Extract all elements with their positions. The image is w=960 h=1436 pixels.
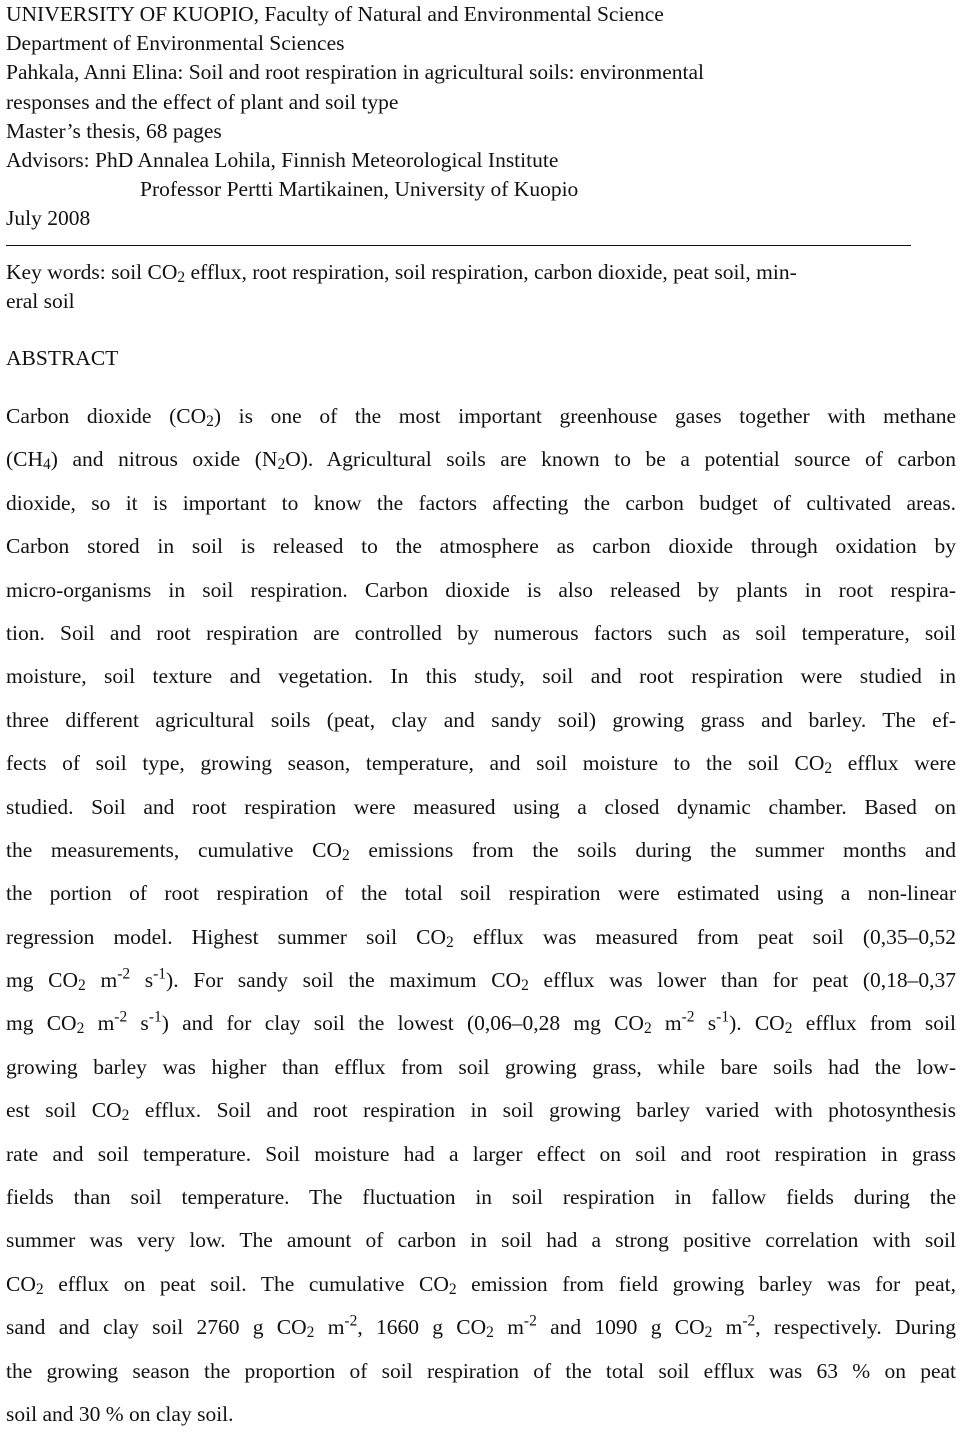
- abstract-text: ). CO: [729, 1011, 785, 1036]
- abstract-text: ). For sandy soil the maximum CO: [166, 968, 522, 993]
- advisor-1: PhD Annalea Lohila, Finnish Meteorological Institute: [95, 147, 559, 172]
- keywords: [6, 258, 956, 316]
- abstract-line: [6, 1393, 956, 1436]
- abstract-text: m: [84, 1011, 115, 1036]
- abstract-text: m: [712, 1315, 743, 1340]
- subscript: 2: [784, 1020, 793, 1038]
- abstract-text: dioxide, so it is important to know the factors affecting the carbon budget of cultivated areas.: [6, 490, 956, 515]
- abstract-line: [6, 742, 956, 785]
- abstract-text: CO: [6, 1271, 36, 1296]
- abstract-text: efflux were: [832, 751, 957, 776]
- subscript: 2: [446, 933, 454, 951]
- subscript: 2: [704, 1324, 713, 1342]
- date: July 2008: [6, 206, 91, 231]
- superscript: -1: [153, 965, 167, 983]
- abstract-text: emission from field growing barley was for peat,: [456, 1271, 956, 1296]
- keywords-line-2: eral soil: [6, 289, 75, 313]
- abstract-text: , 1660 g CO: [357, 1315, 487, 1340]
- thesis-title-line-2: responses and the effect of plant and soil type: [6, 89, 399, 114]
- abstract-line: [6, 482, 956, 525]
- separator-rule: [6, 245, 911, 246]
- abstract-text: s: [694, 1011, 717, 1036]
- abstract-line: [6, 872, 956, 915]
- abstract-line: [6, 1219, 956, 1262]
- subscript: 2: [76, 1020, 85, 1038]
- subscript: 2: [448, 1280, 457, 1298]
- abstract-text: m: [651, 1011, 682, 1036]
- abstract-text: growing barley was higher than efflux from soil growing grass, while bare soils had the low-: [6, 1054, 956, 1079]
- abstract-text: rate and soil temperature. Soil moisture had a larger effect on soil and root respiration in grass: [6, 1141, 956, 1166]
- abstract-line: [6, 612, 956, 655]
- abstract-text: regression model. Highest summer soil CO: [6, 924, 447, 949]
- subscript: 2: [342, 847, 350, 864]
- abstract-line: [6, 1176, 956, 1219]
- abstract-text: soil and 30 % on clay soil.: [6, 1401, 234, 1426]
- subscript: 2: [121, 1107, 130, 1125]
- abstract-text: mg CO: [6, 1011, 77, 1036]
- abstract-text: , respectively. During: [755, 1315, 956, 1340]
- superscript: -2: [117, 965, 131, 983]
- abstract-line: [6, 525, 956, 568]
- subscript: 2: [206, 413, 214, 431]
- abstract-line: [6, 786, 956, 829]
- subscript: 2: [35, 1280, 44, 1298]
- keywords-line-1: efflux, root respiration, soil respiration, carbon dioxide, peat soil, min-: [185, 260, 797, 284]
- superscript: -2: [344, 1312, 358, 1330]
- subscript: 2: [521, 977, 529, 995]
- abstract-text: studied. Soil and root respiration were measured using a closed dynamic chamber. Based on: [6, 794, 956, 819]
- abstract-text: fields than soil temperature. The fluctuation in soil respiration in fallow fields during the: [6, 1185, 956, 1210]
- subscript: 2: [643, 1020, 652, 1038]
- abstract-text: the growing season the proportion of soil respiration of the total soil efflux was 63 % on peat: [6, 1358, 956, 1383]
- superscript: -1: [716, 1008, 730, 1026]
- subscript: 2: [277, 456, 286, 474]
- superscript: -2: [742, 1312, 756, 1330]
- subscript: 2: [306, 1324, 315, 1342]
- abstract-text: efflux from soil: [792, 1011, 956, 1036]
- abstract-line: [6, 569, 956, 612]
- abstract-text: efflux was lower than for peat (0,18–0,37: [528, 968, 957, 993]
- abstract-line: [6, 1002, 956, 1045]
- advisor-2: Professor Pertti Martikainen, University of Kuopio: [140, 177, 579, 202]
- subscript: 2: [486, 1324, 494, 1342]
- document-page: [6, 0, 957, 1426]
- subscript: 4: [43, 456, 51, 474]
- abstract-line: [6, 1089, 956, 1132]
- abstract-text: O). Agricultural soils are known to be a potential source of carbon: [285, 447, 956, 472]
- abstract-line: [6, 655, 956, 698]
- abstract-line: [6, 1306, 956, 1349]
- abstract-text: efflux was measured from peat soil (0,35–0,52: [453, 924, 956, 949]
- abstract-text: moisture, soil texture and vegetation. In this study, soil and root respiration were studied in: [6, 664, 956, 689]
- abstract-text: mg CO: [6, 968, 79, 993]
- abstract-text: the portion of root respiration of the total soil respiration were estimated using a non-linear: [6, 881, 956, 906]
- superscript: -1: [148, 1008, 162, 1026]
- abstract-text: efflux on peat soil. The cumulative CO: [43, 1271, 449, 1296]
- abstract-body: [6, 395, 956, 1436]
- abstract-text: s: [130, 968, 154, 993]
- abstract-line: [6, 1046, 956, 1089]
- abstract-text: m: [85, 968, 118, 993]
- abstract-line: [6, 699, 956, 742]
- abstract-text: ) is one of the most important greenhouse gases together with methane: [213, 404, 957, 428]
- abstract-line: [6, 916, 956, 959]
- abstract-line: [6, 1263, 956, 1306]
- thesis-title-line-1: Pahkala, Anni Elina: Soil and root respiration in agricultural soils: environmental: [6, 60, 705, 85]
- abstract-text: (CH: [6, 447, 44, 472]
- subscript: 2: [824, 760, 833, 778]
- thesis-info: Master’s thesis, 68 pages: [6, 118, 222, 143]
- department: Department of Environmental Sciences: [6, 31, 345, 56]
- keywords-prefix: Key words: soil CO: [6, 260, 178, 284]
- abstract-text: micro-organisms in soil respiration. Carbon dioxide is also released by plants in root respira-: [6, 577, 956, 602]
- abstract-text: Carbon stored in soil is released to the atmosphere as carbon dioxide through oxidation by: [6, 534, 956, 559]
- abstract-heading: ABSTRACT: [6, 346, 119, 370]
- abstract-line: [6, 1133, 956, 1176]
- keywords-subscript: 2: [177, 269, 186, 287]
- abstract-text: sand and clay soil 2760 g CO: [6, 1315, 307, 1340]
- abstract-text: three different agricultural soils (peat, clay and sandy soil) growing grass and barley. The ef-: [6, 707, 956, 732]
- advisors-row: [6, 146, 956, 175]
- abstract-text: ) and nitrous oxide (N: [50, 447, 278, 472]
- abstract-text: the measurements, cumulative CO: [6, 837, 342, 862]
- advisors-label: Advisors:: [6, 147, 90, 172]
- abstract-text: Carbon dioxide (CO: [6, 404, 207, 428]
- superscript: -2: [681, 1008, 695, 1026]
- abstract-text: m: [314, 1315, 345, 1340]
- abstract-line: [6, 959, 956, 1002]
- superscript: -2: [114, 1008, 128, 1026]
- abstract-text: efflux. Soil and root respiration in soil growing barley varied with photosynthesis: [129, 1098, 956, 1123]
- abstract-line: [6, 1350, 956, 1393]
- abstract-text: est soil CO: [6, 1098, 122, 1123]
- abstract-text: m: [493, 1315, 524, 1340]
- abstract-line: [6, 438, 956, 481]
- abstract-line: [6, 395, 956, 438]
- subscript: 2: [78, 977, 86, 995]
- abstract-text: tion. Soil and root respiration are controlled by numerous factors such as soil temperature, soil: [6, 620, 956, 645]
- abstract-text: and 1090 g CO: [536, 1315, 705, 1340]
- abstract-text: emissions from the soils during the summer months and: [349, 837, 957, 862]
- institution: UNIVERSITY OF KUOPIO, Faculty of Natural and Environmental Science: [6, 2, 664, 26]
- header-block: [6, 0, 956, 234]
- abstract-text: summer was very low. The amount of carbon in soil had a strong positive correlation with soil: [6, 1228, 956, 1253]
- abstract-text: fects of soil type, growing season, temperature, and soil moisture to the soil CO: [6, 751, 825, 776]
- abstract-text: ) and for clay soil the lowest (0,06–0,28 mg CO: [161, 1011, 644, 1036]
- superscript: -2: [523, 1312, 537, 1330]
- abstract-text: s: [127, 1011, 149, 1036]
- abstract-line: [6, 829, 956, 872]
